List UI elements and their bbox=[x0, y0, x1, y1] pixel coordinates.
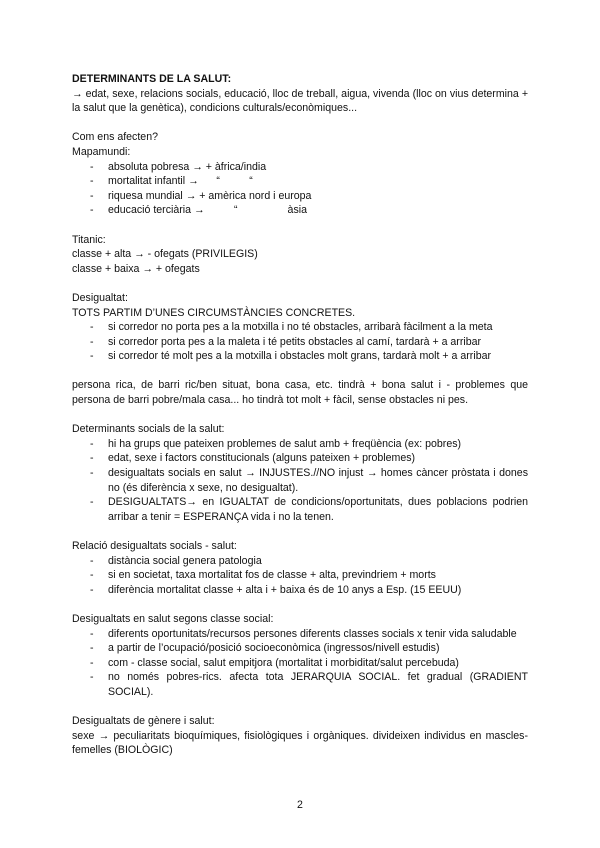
list-item: - no només pobres-rics. afecta tota JERARQUIA SOCIAL. fet gradual (GRADIENT SOCIAL). bbox=[90, 670, 528, 699]
mapamundi-list bbox=[72, 160, 528, 218]
determinants-socials-list bbox=[72, 437, 528, 525]
list-item: - edat, sexe i factors constitucionals (alguns pateixen + problemes) bbox=[90, 451, 528, 466]
spacer bbox=[72, 116, 528, 131]
genere-label: Desigualtats de gènere i salut: bbox=[72, 715, 215, 728]
relacio-label: Relació desigualtats socials - salut: bbox=[72, 540, 237, 552]
list-item: - DESIGUALTATS→ en IGUALTAT de condicions/oportunitats, dues poblacions podrien arribar a tenir = ESPERANÇA vida i no la tenen. bbox=[90, 495, 528, 524]
determinants-socials-label: Determinants socials de la salut: bbox=[72, 423, 225, 436]
spacer bbox=[72, 597, 528, 612]
list-item: - distància social genera patologia bbox=[90, 554, 528, 569]
section-title-determinants: DETERMINANTS DE LA SALUT: bbox=[72, 73, 232, 85]
list-item: - desigualtats socials en salut → INJUSTES.//NO injust → homes càncer pròstata i dones no (és diferència x sexe, no desigualtat). bbox=[90, 466, 528, 495]
list-item: - si corredor té molt pes a la motxilla i obstacles molt grans, tardarà molt + a arribar bbox=[90, 349, 528, 364]
titanic-line: classe + alta → - ofegats (PRIVILEGIS) bbox=[72, 248, 258, 261]
list-item: - si corredor porta pes a la maleta i té petits obstacles al camí, tardarà + a arribar bbox=[90, 335, 528, 350]
spacer bbox=[72, 364, 528, 379]
document-body bbox=[72, 72, 528, 758]
list-item: - educació terciària → “ àsia bbox=[90, 203, 528, 218]
titanic-line: classe + baixa → + ofegats bbox=[72, 262, 200, 275]
classe-social-label: Desigualtats en salut segons classe social: bbox=[72, 612, 274, 625]
desigualtat-subtitle: TOTS PARTIM D’UNES CIRCUMSTÀNCIES CONCRETES. bbox=[72, 306, 356, 319]
list-item: - mortalitat infantil → “ “ bbox=[90, 174, 528, 189]
list-item: - com - classe social, salut empitjora (mortalitat i morbiditat/salut percebuda) bbox=[90, 656, 528, 671]
list-item: - si corredor no porta pes a la motxilla i no té obstacles, arribarà fàcilment a la meta bbox=[90, 320, 528, 335]
mapamundi-label: Mapamundi: bbox=[72, 145, 131, 158]
titanic-label: Titanic: bbox=[72, 233, 106, 246]
list-item: - diferents oportunitats/recursos persones diferents classes socials x tenir vida saludable bbox=[90, 627, 528, 642]
genere-text: sexe → peculiaritats bioquímiques, fisiològiques i orgàniques. divideixen individus en mascles-femelles (BIOLÒGIC) bbox=[72, 729, 528, 757]
spacer bbox=[72, 524, 528, 539]
list-item: - a partir de l’ocupació/posició socioeconòmica (ingressos/nivell estudis) bbox=[90, 641, 528, 656]
spacer bbox=[72, 276, 528, 291]
desigualtat-label: Desigualtat: bbox=[72, 291, 128, 304]
list-item: - diferència mortalitat classe + alta i + baixa és de 10 anys a Esp. (15 EEUU) bbox=[90, 583, 528, 598]
spacer bbox=[72, 408, 528, 423]
page-number: 2 bbox=[297, 799, 303, 811]
list-item: - riquesa mundial → + amèrica nord i europa bbox=[90, 189, 528, 204]
determinants-text: → edat, sexe, relacions socials, educació, lloc de treball, aigua, vivenda (lloc on vius determina + la salut que la genètica), condicions culturals/econòmiques... bbox=[72, 87, 528, 115]
spacer bbox=[72, 700, 528, 715]
list-item: - si en societat, taxa mortalitat fos de classe + alta, previndriem + morts bbox=[90, 568, 528, 583]
list-item: - absoluta pobresa → + àfrica/india bbox=[90, 160, 528, 175]
relacio-list bbox=[72, 554, 528, 598]
desigualtat-list bbox=[72, 320, 528, 364]
classe-social-list bbox=[72, 627, 528, 700]
question-heading: Com ens afecten? bbox=[72, 131, 158, 144]
spacer bbox=[72, 218, 528, 233]
rich-poor-paragraph: persona rica, de barri ric/ben situat, bona casa, etc. tindrà + bona salut i - problemes que persona de barri pobre/mala casa... ho tindrà tot molt + fàcil, sense obstacles ni pes. bbox=[72, 379, 528, 407]
list-item: - hi ha grups que pateixen problemes de salut amb + freqüència (ex: pobres) bbox=[90, 437, 528, 452]
